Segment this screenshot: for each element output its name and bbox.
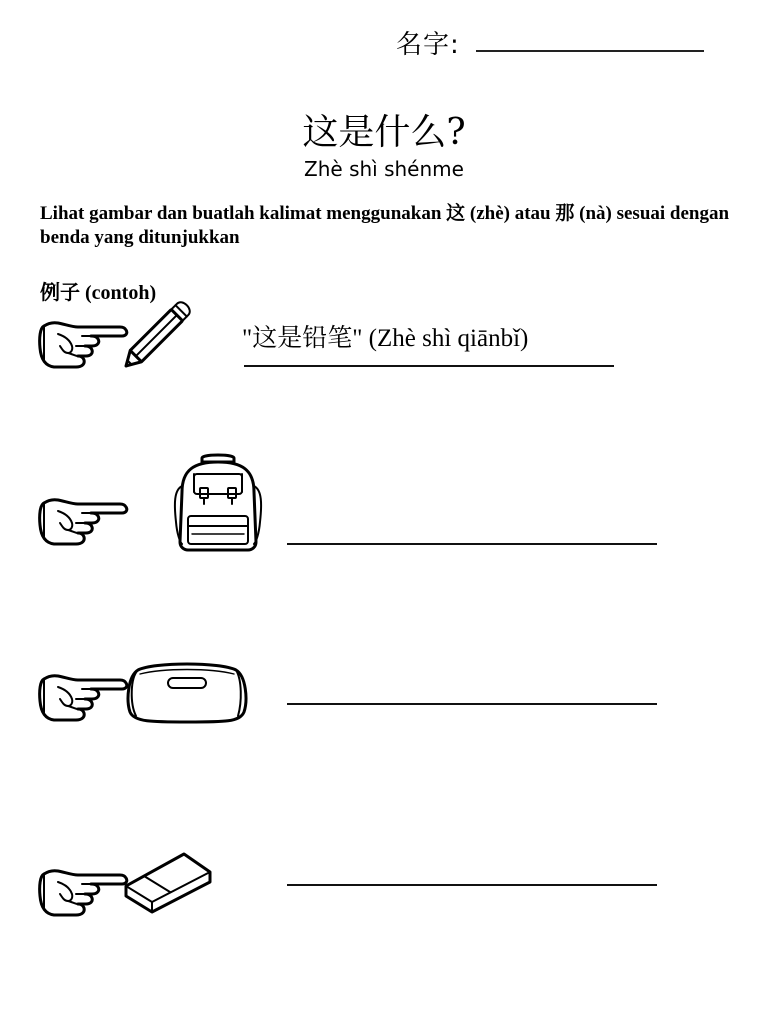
eraser-icon <box>122 850 214 916</box>
instruction-text: Lihat gambar dan buatlah kalimat menggunakan 这 (zhè) atau 那 (nà) sesuai dengan benda yang ditunjukkan <box>40 203 730 248</box>
pointing-hand-icon <box>38 864 133 919</box>
answer-line-2[interactable] <box>287 703 657 705</box>
worksheet-title-pinyin: Zhè shì shénme <box>304 157 464 181</box>
backpack-icon <box>172 452 264 552</box>
answer-line-1[interactable] <box>287 543 657 545</box>
pencil-icon <box>122 308 192 370</box>
name-label: 名字: <box>396 30 460 60</box>
example-answer-line <box>244 365 614 367</box>
pointing-hand-icon <box>38 493 133 548</box>
example-label: 例子 (contoh) <box>40 282 157 304</box>
worksheet-title: 这是什么? <box>302 112 466 153</box>
pointing-hand-icon <box>38 316 133 371</box>
pointing-hand-icon <box>38 669 133 724</box>
example-sentence: "这是铅笔" (Zhè shì qiānbǐ) <box>242 325 529 352</box>
answer-line-3[interactable] <box>287 884 657 886</box>
pencil-case-icon <box>124 660 250 726</box>
name-answer-line[interactable] <box>476 50 704 52</box>
